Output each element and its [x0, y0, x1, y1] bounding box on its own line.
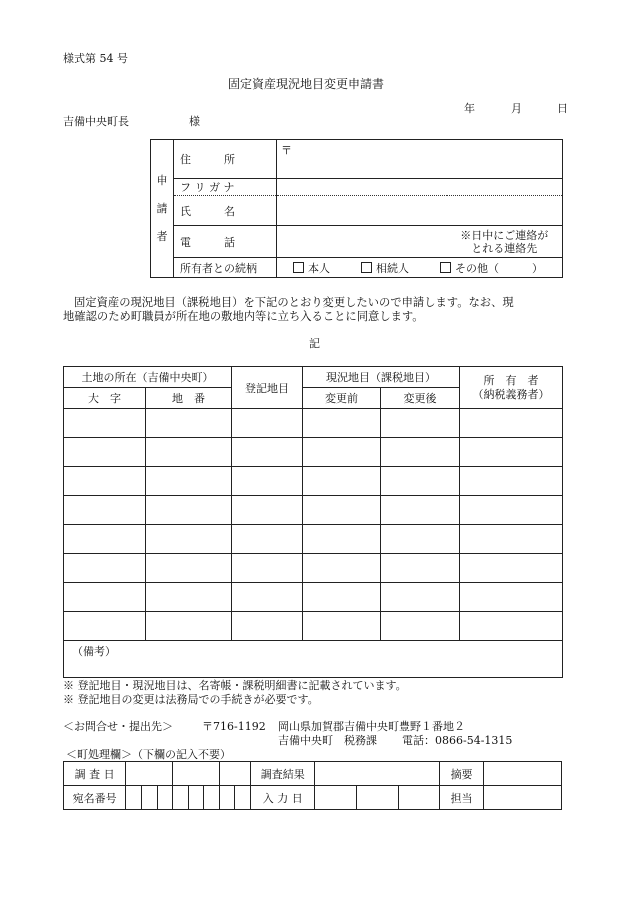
office-use-table — [63, 761, 562, 810]
location-header: 土地の所在（吉備中央町） — [64, 367, 232, 388]
relation-options: 本人 相続人 その他（ ） — [277, 258, 563, 278]
checkbox-other[interactable] — [440, 262, 451, 273]
ki-heading: 記 — [309, 337, 320, 350]
chiban-header: 地 番 — [146, 388, 232, 409]
addressee-honorific: 様 — [189, 115, 200, 128]
remarks-field[interactable]: （備考） — [64, 641, 563, 678]
office-use-heading: ＜町処理欄＞（下欄の記入不要） — [66, 748, 231, 761]
date-month: 月 — [511, 102, 522, 115]
contact-postal: 〒716-1192 — [202, 720, 266, 733]
name-label: 氏 名 — [174, 196, 277, 226]
registered-header: 登記地目 — [232, 367, 303, 409]
address-label: 住 所 — [174, 140, 277, 179]
statement-line1: 固定資産の現況地目（課税地目）を下記のとおり変更したいので申請します。なお、現 — [74, 296, 514, 309]
date-day: 日 — [557, 102, 568, 115]
relation-label: 所有者との続柄 — [174, 258, 277, 278]
owner-header: 所 有 者 （納税義務者） — [460, 367, 563, 409]
person-in-charge-label: 担当 — [440, 786, 484, 810]
date-year: 年 — [464, 102, 475, 115]
contact-label: ＜お問合せ・提出先＞ — [63, 720, 173, 733]
summary-label: 摘要 — [440, 762, 484, 786]
summary-field[interactable] — [483, 762, 561, 786]
note-1: ※ 登記地目・現況地目は、名寄帳・課税明細書に記載されています。 — [63, 679, 407, 692]
survey-date-label: 調 査 日 — [64, 762, 126, 786]
contact-address: 岡山県加賀郡吉備中央町豊野１番地２ — [278, 720, 465, 733]
input-date-label: 入 力 日 — [251, 786, 315, 810]
survey-result-label: 調査結果 — [251, 762, 315, 786]
table-row — [64, 554, 563, 583]
phone-note: ※日中にご連絡が とれる連絡先 — [447, 226, 563, 258]
phone-field[interactable] — [277, 226, 447, 258]
table-row — [64, 438, 563, 467]
table-row — [64, 467, 563, 496]
contact-phone: 電話：0866-54-1315 — [402, 734, 513, 747]
current-header: 現況地目（課税地目） — [303, 367, 460, 388]
before-header: 変更前 — [303, 388, 381, 409]
table-row — [64, 583, 563, 612]
after-header: 変更後 — [381, 388, 460, 409]
checkbox-self[interactable] — [293, 262, 304, 273]
address-field[interactable] — [277, 140, 563, 179]
note-2: ※ 登記地目の変更は法務局での手続きが必要です。 — [63, 693, 319, 706]
oaza-header: 大 字 — [64, 388, 146, 409]
phone-label: 電 話 — [174, 226, 277, 258]
applicant-table — [150, 139, 563, 278]
addressee-no-label: 宛名番号 — [64, 786, 126, 810]
person-in-charge-field[interactable] — [483, 786, 561, 810]
form-number: 様式第 54 号 — [63, 52, 128, 65]
survey-result-field[interactable] — [315, 762, 440, 786]
contact-office: 吉備中央町 税務課 — [278, 734, 377, 747]
applicant-side-label: 申 請 者 — [151, 140, 174, 278]
furigana-label: フ リ ガ ナ — [174, 179, 277, 196]
table-row — [64, 525, 563, 554]
page-title: 固定資産現況地目変更申請書 — [228, 77, 385, 91]
checkbox-heir[interactable] — [361, 262, 372, 273]
postal-mark: 〒 — [281, 144, 292, 157]
furigana-field[interactable] — [277, 179, 563, 196]
table-row — [64, 612, 563, 641]
table-row — [64, 496, 563, 525]
statement-line2: 地確認のため町職員が所在地の敷地内等に立ち入ることに同意します。 — [63, 310, 424, 323]
addressee-name: 吉備中央町長 — [63, 115, 129, 128]
table-row — [64, 409, 563, 438]
name-field[interactable] — [277, 196, 563, 226]
land-table — [63, 366, 563, 678]
